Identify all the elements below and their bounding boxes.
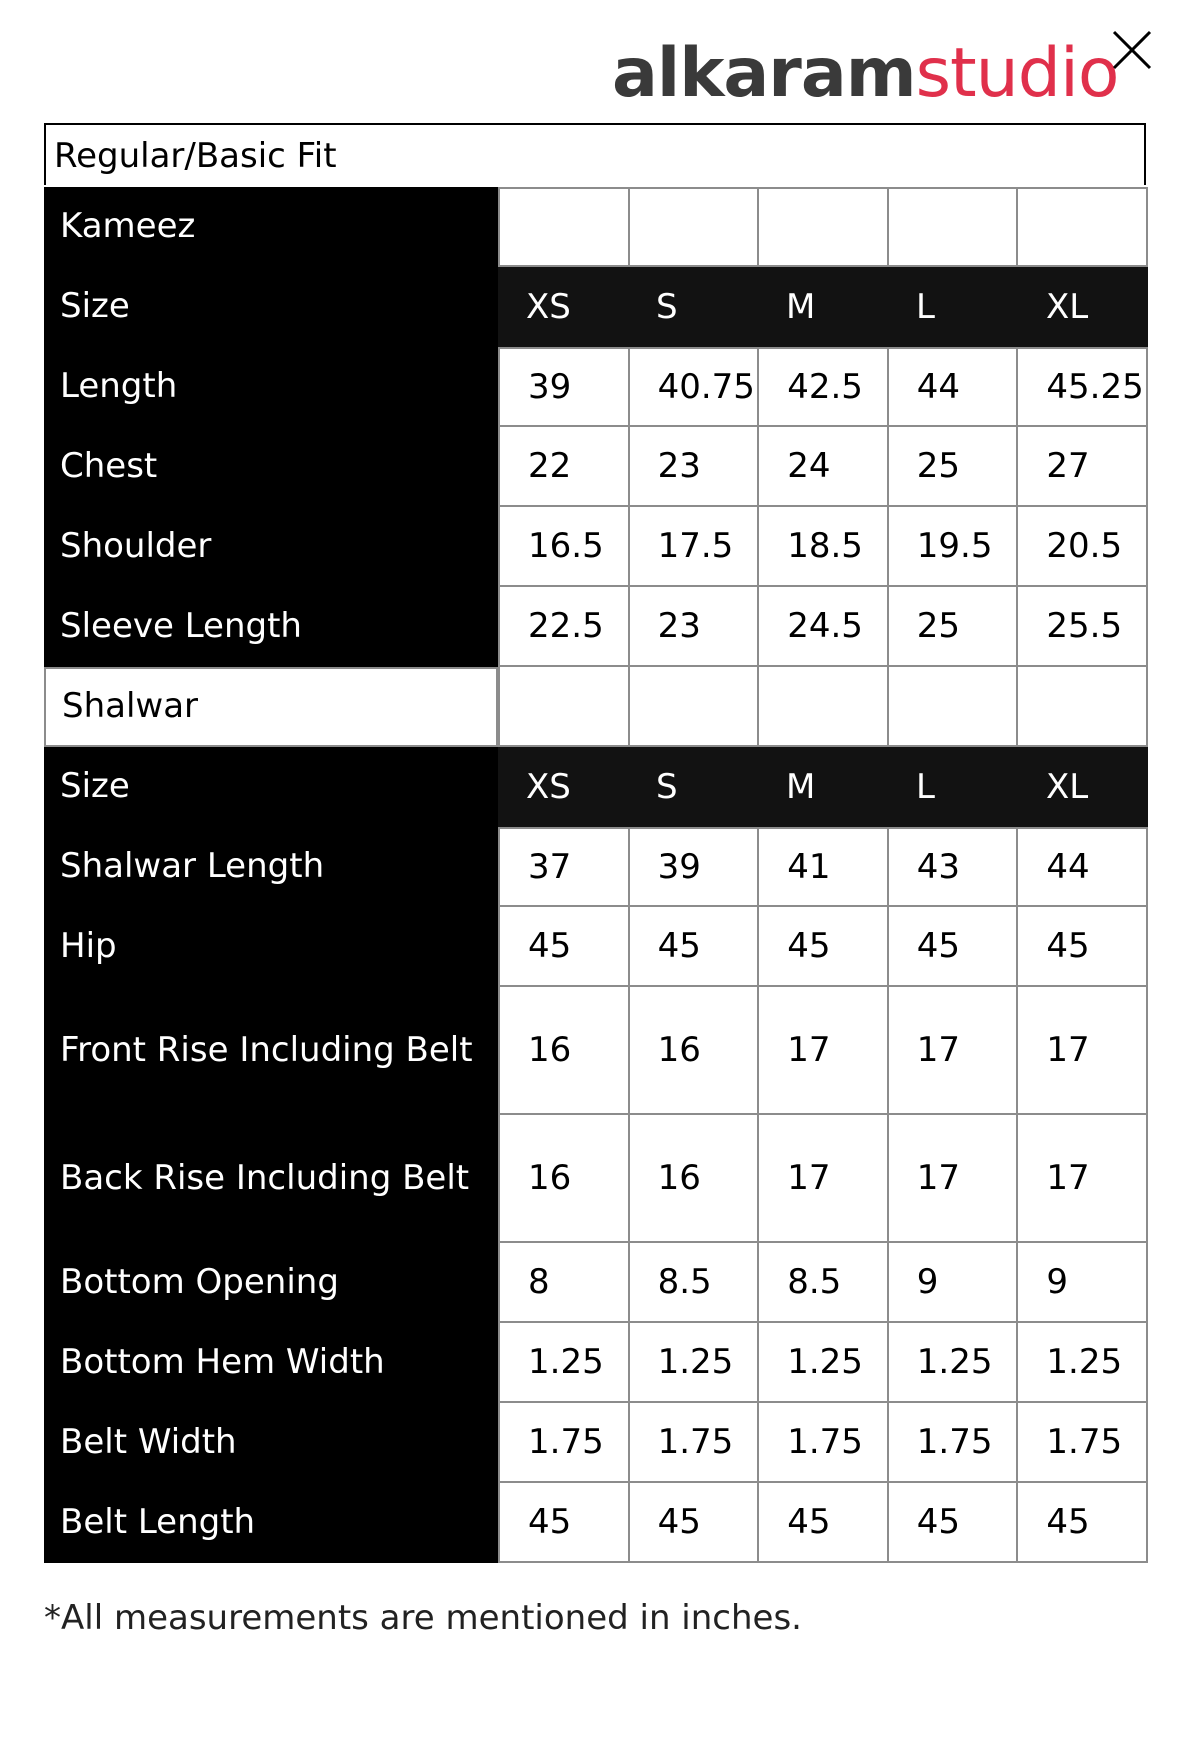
value-cell: 20.5 [1018,507,1148,587]
value-cell: 8 [498,1243,630,1323]
value-cell: 1.25 [498,1323,630,1403]
row-label: Bottom Opening [44,1243,498,1323]
size-xl: XL [1046,767,1089,807]
row-label: Shoulder [44,507,498,587]
empty-cell [889,667,1019,747]
table-row [44,987,1148,1115]
value-cell: 8.5 [630,1243,760,1323]
value-cell: 1.75 [889,1403,1019,1483]
value-cell: 17.5 [630,507,760,587]
value-cell: 17 [759,987,889,1115]
value-cell: 24 [759,427,889,507]
value-cell: 17 [889,1115,1019,1243]
table-row [44,587,1148,667]
size-s: S [656,287,678,327]
empty-cell [759,667,889,747]
value-cell: 23 [630,427,760,507]
value-cell: 37 [498,827,630,907]
value-cell: 16.5 [498,507,630,587]
size-chart [44,187,1148,1563]
close-icon[interactable] [1108,26,1156,74]
table-row [44,507,1148,587]
brand-logo [612,34,1118,114]
value-cell: 45 [630,1483,760,1563]
value-cell: 1.75 [759,1403,889,1483]
value-cell: 16 [630,987,760,1115]
value-cell: 45 [759,907,889,987]
table-row [44,827,1148,907]
value-cell: 45 [759,1483,889,1563]
value-cell: 44 [889,347,1019,427]
value-cell: 39 [630,827,760,907]
empty-cell [1018,667,1148,747]
value-cell: 18.5 [759,507,889,587]
value-cell: 24.5 [759,587,889,667]
size-m: M [786,287,816,327]
empty-cell [1018,187,1148,267]
row-label: Back Rise Including Belt [44,1115,498,1243]
value-cell: 41 [759,827,889,907]
value-cell: 45 [498,1483,630,1563]
value-cell: 25.5 [1018,587,1148,667]
value-cell: 22 [498,427,630,507]
size-label: Size [44,267,498,347]
shalwar-header-row [44,667,1148,747]
empty-cell [630,667,760,747]
kameez-header-row [44,187,1148,267]
value-cell: 1.25 [1018,1323,1148,1403]
empty-cell [889,187,1019,267]
value-cell: 22.5 [498,587,630,667]
value-cell: 1.75 [630,1403,760,1483]
value-cell: 40.75 [630,347,760,427]
row-label: Belt Width [44,1403,498,1483]
value-cell: 1.25 [630,1323,760,1403]
value-cell: 1.25 [889,1323,1019,1403]
value-cell: 25 [889,587,1019,667]
value-cell: 9 [1018,1243,1148,1323]
value-cell: 23 [630,587,760,667]
value-cell: 44 [1018,827,1148,907]
value-cell: 16 [630,1115,760,1243]
empty-cell [498,187,630,267]
value-cell: 16 [498,1115,630,1243]
footnote: *All measurements are mentioned in inches. [44,1598,802,1638]
table-row [44,1483,1148,1563]
empty-cell [630,187,760,267]
empty-cell [759,187,889,267]
size-l: L [916,767,935,807]
value-cell: 45 [1018,1483,1148,1563]
table-row [44,347,1148,427]
table-row [44,1323,1148,1403]
value-cell: 8.5 [759,1243,889,1323]
value-cell: 43 [889,827,1019,907]
value-cell: 45 [498,907,630,987]
row-label: Bottom Hem Width [44,1323,498,1403]
row-label: Length [44,347,498,427]
table-row [44,1115,1148,1243]
value-cell: 1.75 [498,1403,630,1483]
value-cell: 42.5 [759,347,889,427]
table-row [44,1243,1148,1323]
row-label: Front Rise Including Belt [44,987,498,1115]
row-label: Hip [44,907,498,987]
value-cell: 19.5 [889,507,1019,587]
row-label: Belt Length [44,1483,498,1563]
value-cell: 27 [1018,427,1148,507]
size-xl: XL [1046,287,1089,327]
kameez-size-row [44,267,1148,347]
fit-title: Regular/Basic Fit [44,123,1146,185]
shalwar-title: Shalwar [44,667,498,747]
table-row [44,427,1148,507]
kameez-title: Kameez [44,187,498,267]
size-xs: XS [526,287,571,327]
value-cell: 39 [498,347,630,427]
value-cell: 45.25 [1018,347,1148,427]
value-cell: 17 [889,987,1019,1115]
shalwar-size-row [44,747,1148,827]
size-label: Size [44,747,498,827]
row-label: Sleeve Length [44,587,498,667]
size-xs: XS [526,767,571,807]
value-cell: 45 [889,907,1019,987]
value-cell: 16 [498,987,630,1115]
value-cell: 25 [889,427,1019,507]
brand-name-main: alkaram [612,34,916,113]
value-cell: 45 [630,907,760,987]
empty-cell [498,667,630,747]
value-cell: 45 [1018,907,1148,987]
value-cell: 1.25 [759,1323,889,1403]
size-m: M [786,767,816,807]
value-cell: 17 [759,1115,889,1243]
value-cell: 1.75 [1018,1403,1148,1483]
table-row [44,1403,1148,1483]
brand-name-accent: studio [915,34,1119,113]
row-label: Chest [44,427,498,507]
table-row [44,907,1148,987]
value-cell: 17 [1018,1115,1148,1243]
value-cell: 9 [889,1243,1019,1323]
size-s: S [656,767,678,807]
size-l: L [916,287,935,327]
row-label: Shalwar Length [44,827,498,907]
value-cell: 17 [1018,987,1148,1115]
value-cell: 45 [889,1483,1019,1563]
